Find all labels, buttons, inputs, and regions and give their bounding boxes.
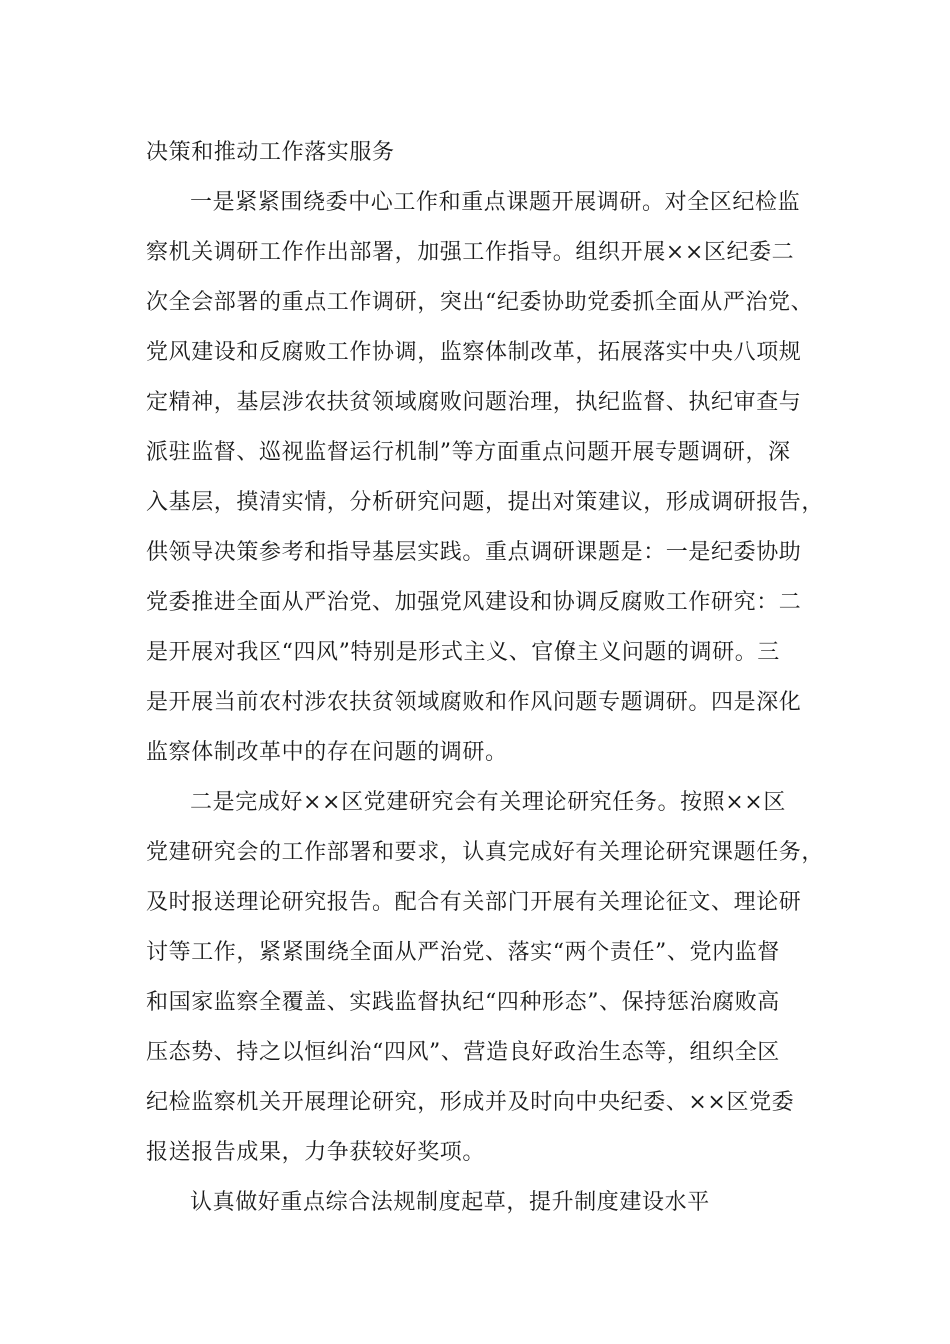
text-line: 监察体制改革中的存在问题的调研。 [146, 740, 508, 765]
text-line: 党风建设和反腐败工作协调，监察体制改革，拓展落实中央八项规 [146, 340, 802, 365]
text-line: 次全会部署的重点工作调研，突出“纪委协助党委抓全面从严治党、 [146, 290, 814, 315]
text-line: 及时报送理论研究报告。配合有关部门开展有关理论征文、理论研 [146, 890, 802, 915]
text-line: 决策和推动工作落实服务 [146, 140, 395, 165]
text-line: 供领导决策参考和指导基层实践。重点调研课题是：一是纪委协助 [146, 540, 802, 565]
text-line: 和国家监察全覆盖、实践监督执纪“四种形态”、保持惩治腐败高 [146, 990, 780, 1015]
text-line: 二是完成好××区党建研究会有关理论研究任务。按照××区 [190, 790, 786, 815]
text-line: 压态势、持之以恒纠治“四风”、营造良好政治生态等，组织全区 [146, 1040, 780, 1065]
text-line: 派驻监督、巡视监督运行机制”等方面重点问题开展专题调研，深 [146, 440, 791, 465]
text-line: 一是紧紧围绕委中心工作和重点课题开展调研。对全区纪检监 [190, 190, 801, 215]
text-line: 是开展当前农村涉农扶贫领域腐败和作风问题专题调研。四是深化 [146, 690, 802, 715]
text-line: 党建研究会的工作部署和要求，认真完成好有关理论研究课题任务， [146, 840, 825, 865]
text-line: 定精神，基层涉农扶贫领域腐败问题治理，执纪监督、执纪审查与 [146, 390, 802, 415]
text-line: 报送报告成果，力争获较好奖项。 [146, 1140, 486, 1165]
text-line: 察机关调研工作作出部署，加强工作指导。组织开展××区纪委二 [146, 240, 795, 265]
text-line: 是开展对我区“四风”特别是形式主义、官僚主义问题的调研。三 [146, 640, 780, 665]
section-heading: 认真做好重点综合法规制度起草，提升制度建设水平 [190, 1190, 710, 1215]
text-line: 入基层，摸清实情，分析研究问题，提出对策建议，形成调研报告， [146, 490, 825, 515]
text-line: 讨等工作，紧紧围绕全面从严治党、落实“两个责任”、党内监督 [146, 940, 780, 965]
text-line: 党委推进全面从严治党、加强党风建设和协调反腐败工作研究：二 [146, 590, 802, 615]
text-line: 纪检监察机关开展理论研究，形成并及时向中央纪委、××区党委 [146, 1090, 795, 1115]
